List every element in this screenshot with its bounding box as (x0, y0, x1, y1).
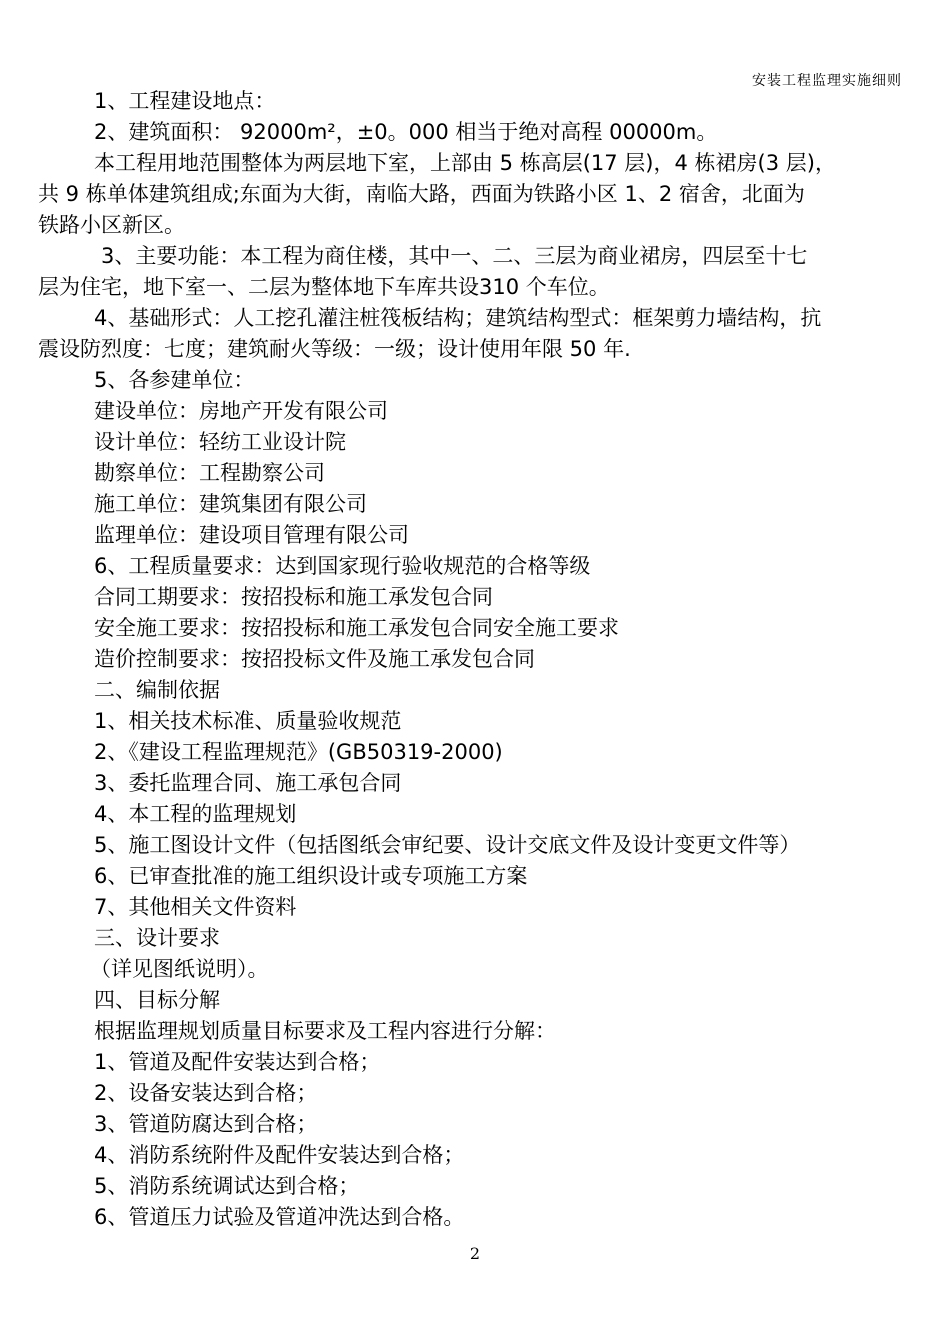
text-line: 6、管道压力试验及管道冲洗达到合格。 (94, 1205, 465, 1229)
text-line: 3、主要功能：本工程为商住楼，其中一、二、三层为商业裙房，四层至十七 (101, 244, 808, 268)
text-line: 3、管道防腐达到合格； (94, 1112, 318, 1136)
text-line: 层为住宅，地下室一、二层为整体地下车库共设310 个车位。 (38, 275, 610, 299)
text-line: 6、已审查批准的施工组织设计或专项施工方案 (94, 864, 528, 888)
text-line: 1、相关技术标准、质量验收规范 (94, 709, 402, 733)
text-line: 勘察单位：工程勘察公司 (94, 461, 325, 485)
text-line: 二、编制依据 (94, 678, 220, 702)
text-line: 4、本工程的监理规划 (94, 802, 297, 826)
text-line: 四、目标分解 (94, 988, 220, 1012)
text-line: 设计单位：轻纺工业设计院 (94, 430, 346, 454)
text-line: 4、消防系统附件及配件安装达到合格； (94, 1143, 465, 1167)
text-line: 根据监理规划质量目标要求及工程内容进行分解： (94, 1019, 556, 1043)
text-line: 合同工期要求：按招投标和施工承发包合同 (94, 585, 493, 609)
text-line: 1、管道及配件安装达到合格； (94, 1050, 381, 1074)
text-line: 5、消防系统调试达到合格； (94, 1174, 360, 1198)
text-line: 三、设计要求 (94, 926, 220, 950)
text-line: 5、施工图设计文件（包括图纸会审纪要、设计交底文件及设计变更文件等） (94, 833, 801, 857)
text-line: 3、委托监理合同、施工承包合同 (94, 771, 402, 795)
text-line: 本工程用地范围整体为两层地下室，上部由 5 栋高层(17 层)，4 栋裙房(3 层)， (94, 151, 836, 175)
page-number: 2 (469, 1244, 481, 1263)
text-line: 5、各参建单位： (94, 368, 255, 392)
text-line: 震设防烈度：七度；建筑耐火等级：一级；设计使用年限 50 年. (38, 337, 631, 361)
running-header: 安装工程监理实施细则 (752, 73, 902, 89)
text-line: 监理单位：建设项目管理有限公司 (94, 523, 409, 547)
text-line: 2、设备安装达到合格； (94, 1081, 318, 1105)
text-line: 建设单位：房地产开发有限公司 (94, 399, 388, 423)
document-body (38, 86, 906, 1233)
text-line: 4、基础形式：人工挖孔灌注桩筏板结构；建筑结构型式：框架剪力墙结构，抗 (94, 306, 822, 330)
text-line: （详见图纸说明）。 (90, 957, 269, 981)
text-line: 施工单位：建筑集团有限公司 (94, 492, 367, 516)
text-line: 共 9 栋单体建筑组成;东面为大街，南临大路，西面为铁路小区 1、2 宿舍，北面为 (38, 182, 805, 206)
text-line: 7、其他相关文件资料 (94, 895, 297, 919)
text-line: 铁路小区新区。 (38, 213, 185, 237)
text-line: 1、工程建设地点： (94, 89, 276, 113)
text-line: 2、建筑面积： 92000m²，±0。000 相当于绝对高程 00000m。 (94, 120, 718, 144)
text-line: 造价控制要求：按招投标文件及施工承发包合同 (94, 647, 535, 671)
text-line: 6、工程质量要求：达到国家现行验收规范的合格等级 (94, 554, 591, 578)
text-line: 安全施工要求：按招投标和施工承发包合同安全施工要求 (94, 616, 619, 640)
text-line: 2、《建设工程监理规范》(GB50319-2000) (94, 740, 503, 764)
